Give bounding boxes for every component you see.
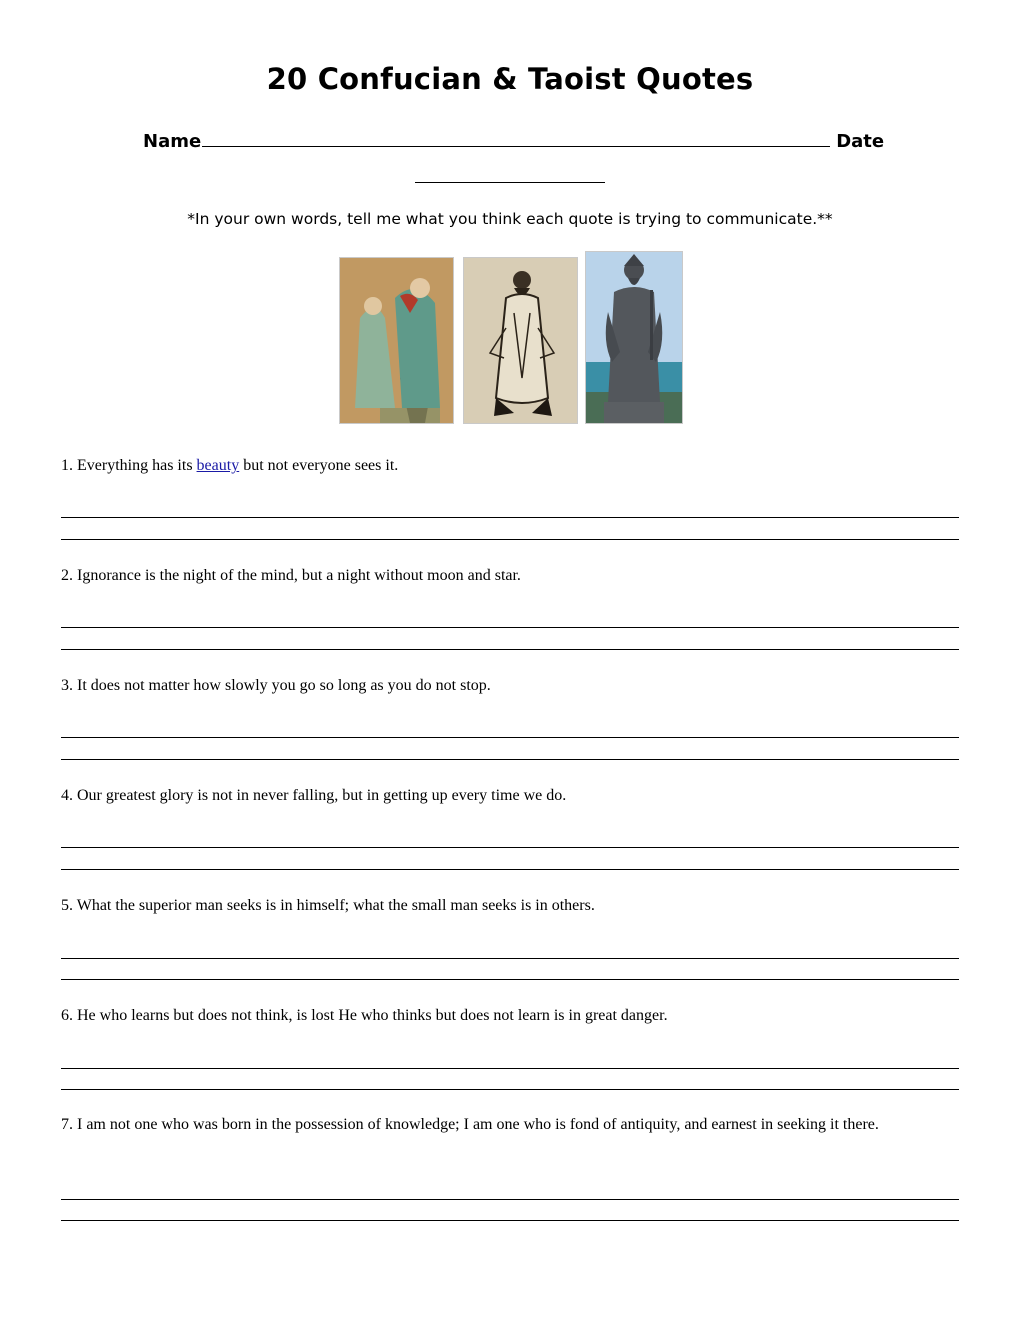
answer-line[interactable] <box>61 649 959 650</box>
statue-image <box>585 251 683 424</box>
quote-number: 2. <box>61 567 73 584</box>
quote-7 <box>61 1114 961 1135</box>
quote-text: What the superior man seeks is in himself; what the small man seeks is in others. <box>76 897 595 914</box>
quote-text: Everything has its <box>77 457 193 474</box>
quote-number: 1. <box>61 457 73 474</box>
quote-number: 3. <box>61 677 73 694</box>
quote-text: but not everyone sees it. <box>243 457 399 474</box>
answer-line[interactable] <box>61 1089 959 1090</box>
beauty-link[interactable]: beauty <box>196 457 240 474</box>
quote-2 <box>61 565 961 586</box>
ink-drawing-image <box>463 257 578 424</box>
answer-line[interactable] <box>61 958 959 959</box>
quote-text: He who learns but does not think, is lost He who thinks but does not learn is in great danger. <box>77 1007 668 1024</box>
instructions: *In your own words, tell me what you think each quote is trying to communicate.** <box>187 210 833 228</box>
quote-number: 4. <box>61 787 73 804</box>
answer-line[interactable] <box>61 869 959 870</box>
quote-number: 7. <box>61 1116 73 1133</box>
answer-line[interactable] <box>61 539 959 540</box>
quote-4 <box>61 785 961 806</box>
answer-line[interactable] <box>61 1220 959 1221</box>
quote-number: 6. <box>61 1007 73 1024</box>
quote-text: Our greatest glory is not in never falling, but in getting up every time we do. <box>77 787 567 804</box>
answer-line[interactable] <box>61 847 959 848</box>
name-blank[interactable] <box>202 130 830 147</box>
date-blank[interactable] <box>415 166 605 183</box>
quote-1 <box>61 455 961 476</box>
painting-image <box>339 257 454 424</box>
quote-6 <box>61 1005 961 1026</box>
page-title: 20 Confucian & Taoist Quotes <box>266 62 754 96</box>
answer-line[interactable] <box>61 979 959 980</box>
quote-text: It does not matter how slowly you go so long as you do not stop. <box>77 677 491 694</box>
quote-text: I am not one who was born in the possession of knowledge; I am one who is fond of antiquity, and earnest in seeking it there. <box>77 1116 879 1133</box>
answer-line[interactable] <box>61 1068 959 1069</box>
quote-text: Ignorance is the night of the mind, but a night without moon and star. <box>77 567 521 584</box>
quote-3 <box>61 675 961 696</box>
date-label: Date <box>836 131 885 152</box>
answer-line[interactable] <box>61 517 959 518</box>
answer-line[interactable] <box>61 759 959 760</box>
answer-line[interactable] <box>61 737 959 738</box>
quote-number: 5. <box>61 897 73 914</box>
quote-5 <box>61 895 961 916</box>
name-label: Name <box>143 131 202 152</box>
name-date-row <box>143 130 883 152</box>
answer-line[interactable] <box>61 1199 959 1200</box>
answer-line[interactable] <box>61 627 959 628</box>
